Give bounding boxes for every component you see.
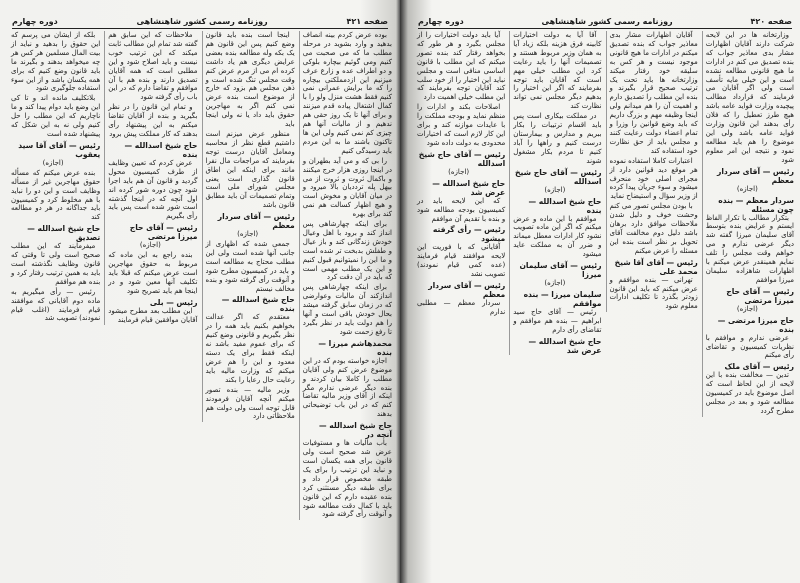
paragraph: که این لایحه باید در کمیسیون بودجه مطالعه شود و بنده با تقدیم آن موافقم (417, 196, 506, 223)
speaker-heading: حاج شیخ اسدالله — بنده (124, 140, 198, 159)
speaker-heading: رئیس — آقای حاج شیخ اسدالله (418, 149, 506, 168)
speaker-heading: حاج شیخ اسدالله — بنده (221, 295, 295, 314)
speaker-heading: محمدهاشم میرزا — بنده (318, 338, 392, 357)
speaker-heading: رئیس — آقای سردار معظم (217, 212, 295, 231)
paragraph: رئیس — آقای حاج سید ابراهیم — بنده هم موافقم و تقاضای رأی دارم (513, 307, 602, 334)
paragraph: اعتبارات کاملا استفاده نموده هر موقع دید قوانین دارد از مجرای اصلی خود منحرف میشود و سوء جریان پیدا کرده از وزیر سؤال و استیضاح نماید (609, 156, 698, 201)
speaker-heading: حاج شیخ اسدالله — تصدیق (27, 224, 101, 243)
text-columns (8, 31, 392, 520)
paragraph: بلکه از ایشان می پرسم که این حقوق را بدهید و نباید از بیت المال مسلمین هر کس هر چه میخواهد بدهند و بگیرند ما باید قانون وضع کنیم که برای همه یکسان باشد و از این سوء استفاده جلوگیری شود (11, 31, 101, 93)
permission-note: (اجازه) (139, 241, 161, 250)
paragraph: باب مالیات ها و مستوفیات عرض شد صحیح است ولی قانون برای همه یکسان است و نباید این ترتیب را برای یک طبقه مخصوص قرار داد و برای طبقه دیگر مستثنی کرد بنده عقیده دارم که این قانون باید با کمال دقت مطالعه شود و آنوقت رأی گرفته شود (302, 439, 392, 519)
speaker-heading: سردار معظم — بنده چون مسئله (718, 195, 794, 214)
permission-note: (اجازه) (544, 185, 566, 194)
paragraph: تدین — مخالفت بنده با این لایحه از این لحاظ است که اصل موضوع باید در کمیسیون مطالعه شود و بعد در مجلس مطرح گردد (705, 371, 794, 415)
paragraph: آقایانی که با فوریت این لایحه موافقند قیام فرمایند (عده کمی قیام نمودند) تصویب نشد (417, 243, 506, 279)
paragraph: رئیس — رأی میگیریم به ماده دوم آقایانی که موافقند قیام فرمایند (اغلب قیام نمودند) تصویب شد (11, 287, 101, 323)
page-header (12, 10, 388, 29)
paragraph: برای اینکه چهارشاهی پس اندازکند آن مالیات وعوارضی که در زمان سابق گرفته میشد بحال خودش باقی است و آنها را هم دولت باید در نظر بگیرد تا رفع زحمت شود (302, 283, 392, 336)
paragraph: بلاتکلیف مانده اند و تا کی این وضع باید دوام پیدا کند و ما ناچاریم که این مطلب را حل کنیم ولی نه به این شکل که پیشنهاد شده است (11, 94, 101, 138)
text-column (8, 31, 100, 324)
speaker-heading: رئیس — آقای سردار معظم (428, 281, 506, 300)
page-header (418, 10, 792, 29)
paragraph: بتکرار مطالب یا تکرار الفاظ ایستم و عرایض بنده بتوسط آقای سلیمان میرزا گفته شد دیگر عرضی ندارم و می خواهم وقت مجلس را تلف نمایم همینقدر عرض میکنم با اظهارات شاهزاده سلیمان میرزا موافقم (705, 213, 794, 284)
paragraph: اینجا است بنده باید قانون وضع کنیم پس این قانون هم یک بکه وله مطالعه بنده بعضی عرایض دیگری هم یاد داشت کرده ام می از مرم عرض کنم وقت مجلس تنگ شده است و ذهن مجلس هم بزود که خارج از موضوع است بنده عرض نمی کنم اگر به مهاجرین حقوق باید داد یا نه ولی اینجا باید (205, 31, 295, 129)
paragraph: جمعی شده که اظهاری از جانب آنها شده است ولی این مطلب محتاج به مطالعه است و باید در کمیسیون مطرح شود و آنوقت رأی گرفته شود و بنده مخالف نیستم (205, 240, 295, 293)
paragraph: اصلاحات بکند و ادارات را منظم نماید و بودجه مملکت را با عایدات موازنه کند و برای این کار لازم است که اختیارات محدودی به دولت داده شود (417, 103, 506, 147)
speaker-heading: رئیس — آقای سلیمان میرزا (519, 261, 602, 280)
paragraph: بنده عرض میکنم که مسأله حقوق مهاجرین غیر از مسأله وظایف است و این دو را نباید با هم مخلوط کرد و کمیسیون باید جداگانه در هر دو مطالعه کند (11, 168, 101, 222)
newspaper-title: روزنامه رسمی کشور شاهنشاهی (136, 17, 268, 26)
speaker-heading: حاج شیخ اسدالله — عرض شد (528, 336, 602, 355)
speaker-heading: رئیس — آقای ملک (724, 362, 794, 372)
newspaper-title: روزنامه رسمی کشور شاهنشاهی (541, 17, 673, 26)
speaker-heading: رئیس — آقای سردار معظم (716, 166, 794, 185)
paragraph: سردار معظم — مطلبی ندارم (417, 299, 506, 316)
text-column (299, 31, 392, 520)
speaker-heading: حاج شیخ اسدالله — عرض شد (432, 178, 506, 197)
paragraph: این مطلب بعد مطرح میشود آقایان موافقین قیام فرمایند (108, 306, 198, 324)
speaker-heading: حاج شیخ اسدالله — بنده (528, 196, 602, 215)
speaker-heading: حاج شیخ اسدالله — آنچه در (319, 421, 392, 440)
paragraph: آقایان اظهارات مشار بدی معاذیر جواب که بنده تصدیق میکنم در ادارات ما هیچ قانونی موجود نیست و هر کس به سلیقه خود رفتار میکند وزارتخانه ها باید تحت یک ترتیب صحیح قرار بگیرند و بنده این مطلب را تصدیق دارم و اهمیت آن را هم میدانم ولی اینجا وظیفه مهم و بزرگ داریم که باید وضع قوانین را وزرا و تمام اعضاء دولت رعایت کنند و مجلس باید از حق نظارت خود استفاده کند (609, 31, 698, 155)
permission-note: (اجازه) (736, 304, 758, 313)
text-column (702, 31, 794, 417)
permission-note: (اجازه) (544, 279, 566, 288)
text-column (414, 31, 505, 318)
paragraph: معتقدم که اگر عدالت بخواهیم بکنیم باید همه را در نظر بگیریم و قانونی وضع کنیم که برای عموم مفید باشد نه اینکه فقط برای یک دسته معدود و این را هم عرض میکنم که وزارت مالیه باید رعایت حال رعایا را بکند (205, 313, 295, 384)
paragraph: آقا آیا به دولت اختیارات کابینه فرق هزینه بلکه زیاد آیا به همان وزیر مربوط هستند و تصمیمات آنها را باید رعایت کرد این مطلب خیلی مهم است که آقایان باید توجه بفرمایند که اگر این اختیار را بدهیم دیگر مجلس نمی تواند نظارت کند (513, 31, 602, 111)
permission-note: (اجازه) (237, 230, 259, 239)
paragraph: با بودن مجلس تصور می کنم وحشت خوف و دلیل شدن ملاحظات موافق دارد برهان باشد دلیل دوم مخالفت آقای تحویل بر نظر است بنده این مسئله را عرض میکنم (609, 202, 698, 255)
session-label: دوره چهارم (12, 17, 58, 26)
speaker-heading: رئیس — آقای حاج میرزا مرتضی (726, 286, 794, 305)
text-column (606, 31, 698, 312)
paragraph: وزارتخانه ها در این لایحه شرکت دارند آقایان اظهارات مشار بدی معاذیر جواب که بنده تصدیق می کنم در ادارات ما هیچ قانونی مطالعه نشده است و این خیلی مایه تأسف است ولی اگر آقایان می فرمایند که قرارداد مطالب پیچیده وزارت فواید عامه باشد هیچ طرز تعطیل را که فلان رأی بدهند این قانون وزارت فواید عامه باشد ولی این موضوع را هم باید مطالعه نمود و نتیجه این امر معلوم شود (705, 31, 794, 164)
permission-note: (اجازه) (42, 158, 64, 167)
text-columns (414, 31, 794, 417)
speaker-heading: حاج میرزا مرتضی — بنده (717, 315, 794, 334)
paragraph: اجازه خواسته بودم که در این موضوع عرض کنم ولی آقایان مطلب را کاملا بیان کردند و بنده دیگر عرضی ندارم مگر اینکه از آقای وزیر مالیه تقاضا کنم که در این باب توضیحاتی بدهند (302, 356, 392, 419)
speaker-heading: رئیس — بلی (149, 297, 198, 307)
permission-note: (اجازه) (736, 184, 758, 193)
paragraph: عرض کردم که تعیین وظایف از طرف کمیسیون محول گردید و قانون آن هم باید اجرا شود چون دوره شور کرده اند اول آنچه که در اینجا گذشته است شور شده است پس باید رأی بگیریم (108, 158, 198, 221)
speaker-heading: رئیس — آقای حاج میرزا مرتضی (129, 223, 198, 242)
paragraph: بنده راجع به این ماده که مربوط به حقوق مهاجرین است عرض میکنم که قبلا باید تکلیف آنها معین شود و در اینجا هم باید تصریح شود (108, 251, 198, 295)
speaker-heading: رئیس — آقای حاج شیخ اسدالله (515, 167, 602, 186)
paragraph: میفرمایند که این مطلب صحیح است ولی تا وقتی که قانون وظایف نگذشته است باید به همین ترتیب رفتار کرد و بنده هم موافقم (11, 242, 101, 286)
paragraph: و تمام این قانون را در نظر بگیرید و بنده از آقایان تقاضا میکنم به این پیشنهاد رأی بدهند که کار مملکت پیش برود (108, 103, 198, 138)
paragraph: عرضی ندارم و موافقم با نظریات کمیسیون و تقاضای رأی میکنم (705, 333, 794, 360)
paragraph: وزیر مالیه — بنده تصور میکنم آنچه آقایان فرمودند قابل توجه است ولی دولت هم ملاحظاتی دارد (205, 385, 295, 421)
text-column (202, 31, 295, 422)
right-page (400, 0, 800, 583)
paragraph: برای اینکه چهارشاهی پس انداز کند و برود با اهل وعیال خودش زندگانی کند و باز عیال و طفلش بدبخت تر شده است و ما این را نمیتوانیم قبول کنیم و این یک مطلب مهمی است که باید در آن دقت کرد (302, 220, 392, 282)
speaker-heading: سلیمان میرزا — بنده موافقم (523, 289, 602, 308)
permission-note: (اجازه) (448, 167, 470, 176)
speaker-heading: رئیس — آقای آقا سید یعقوب (18, 140, 101, 159)
paragraph: بوده عرض کردم بینه انصاف بدهید و وارد بشوید در مرحله مطلب ما که می صحبت می کنیم ومی گوئیم بیچاره بلوکی و دو اطراف عده و زارع عرف میزنیم این ازدمملکتی بیچاره را که ما برایش عمرانی نمی کنیم فقط هشت منزل ولو را با کمال اشتغال پیاده قدم میزنند و برای آنها تا یک روز حقی هم ندهیم و از مالیات آنها هم چیزی کم نمی کنیم ولی این ها تاکنون باشند ما به این مردم باید رسیدگی کنیم (302, 31, 392, 155)
speaker-heading: رئیس — رأی گرفته میشود (432, 225, 506, 244)
paragraph: ملاحظات که این سابق هم گفته شد تمام این مطالب ثابت میکند که این ترتیب خوب نیست و باید اصلاح شود و این مطلبی است که همه آقایان تصدیق دارند و بنده هم با آن موافقم و تقاضا دارم که در این باب رأی گرفته شود (108, 31, 198, 102)
paragraph: موافقم با این ماده و عرض میکنم که اگر این ماده تصویب نشود کار ادارات معطل میماند و ضرر آن به مملکت عاید میشود (513, 214, 602, 259)
paragraph: منظور عرض میزنم است داشتیم قطع نظر از محاسبه ومعامل آقایان درست توجه بفرمایند که مراجعات مال نفرا مانند برای اینکه این اطاق قانون گذاری است یعنی مجلس شورای ملی است وتمام تصمیمات آن باید مطابق قانون باشد (205, 129, 295, 210)
paragraph: تهرانی — بنده موافقم و عرض میکنم که باید این قانون زودتر بگذرد تا تکلیف ادارات معلوم شود (609, 275, 698, 311)
page-number: صفحه ۴۲۱ (346, 17, 388, 26)
paragraph: آیا باید دولت اختیارات را از مجلس بگیرد و هر طور که بخواهد رفتار کند بنده تصور میکنم که این مطلب با قانون اساسی منافی است و مجلس نباید این اختیار را از خود سلب کند آقایان توجه بفرمایند که این مطلب خیلی اهمیت دارد (417, 31, 506, 102)
page-number: صفحه ۴۲۰ (750, 17, 792, 26)
text-column (104, 31, 197, 325)
text-column (509, 31, 601, 355)
paragraph: را بی که و می آید بطهران و در اینجا روزی هزار خرج میکنند و باکمال ثروت و ثروت از می بیهل پله ترددیان بالا میرود و در میان آقایان و مخوش است و هیچ اظهار کسالت هم نمی کند برای بهره (302, 156, 392, 219)
paragraph: در مملکت بیکاری است پس باید اقسام ترتیبات را بکار ببریم و مدارس و بیمارستان درست کنیم و راهها را آباد کنیم تا مردم بکار مشغول شوند (513, 112, 602, 165)
speaker-heading: رئیس — آقای آقا شیخ محمد علی (614, 257, 698, 276)
session-label: دوره چهارم (418, 17, 464, 26)
